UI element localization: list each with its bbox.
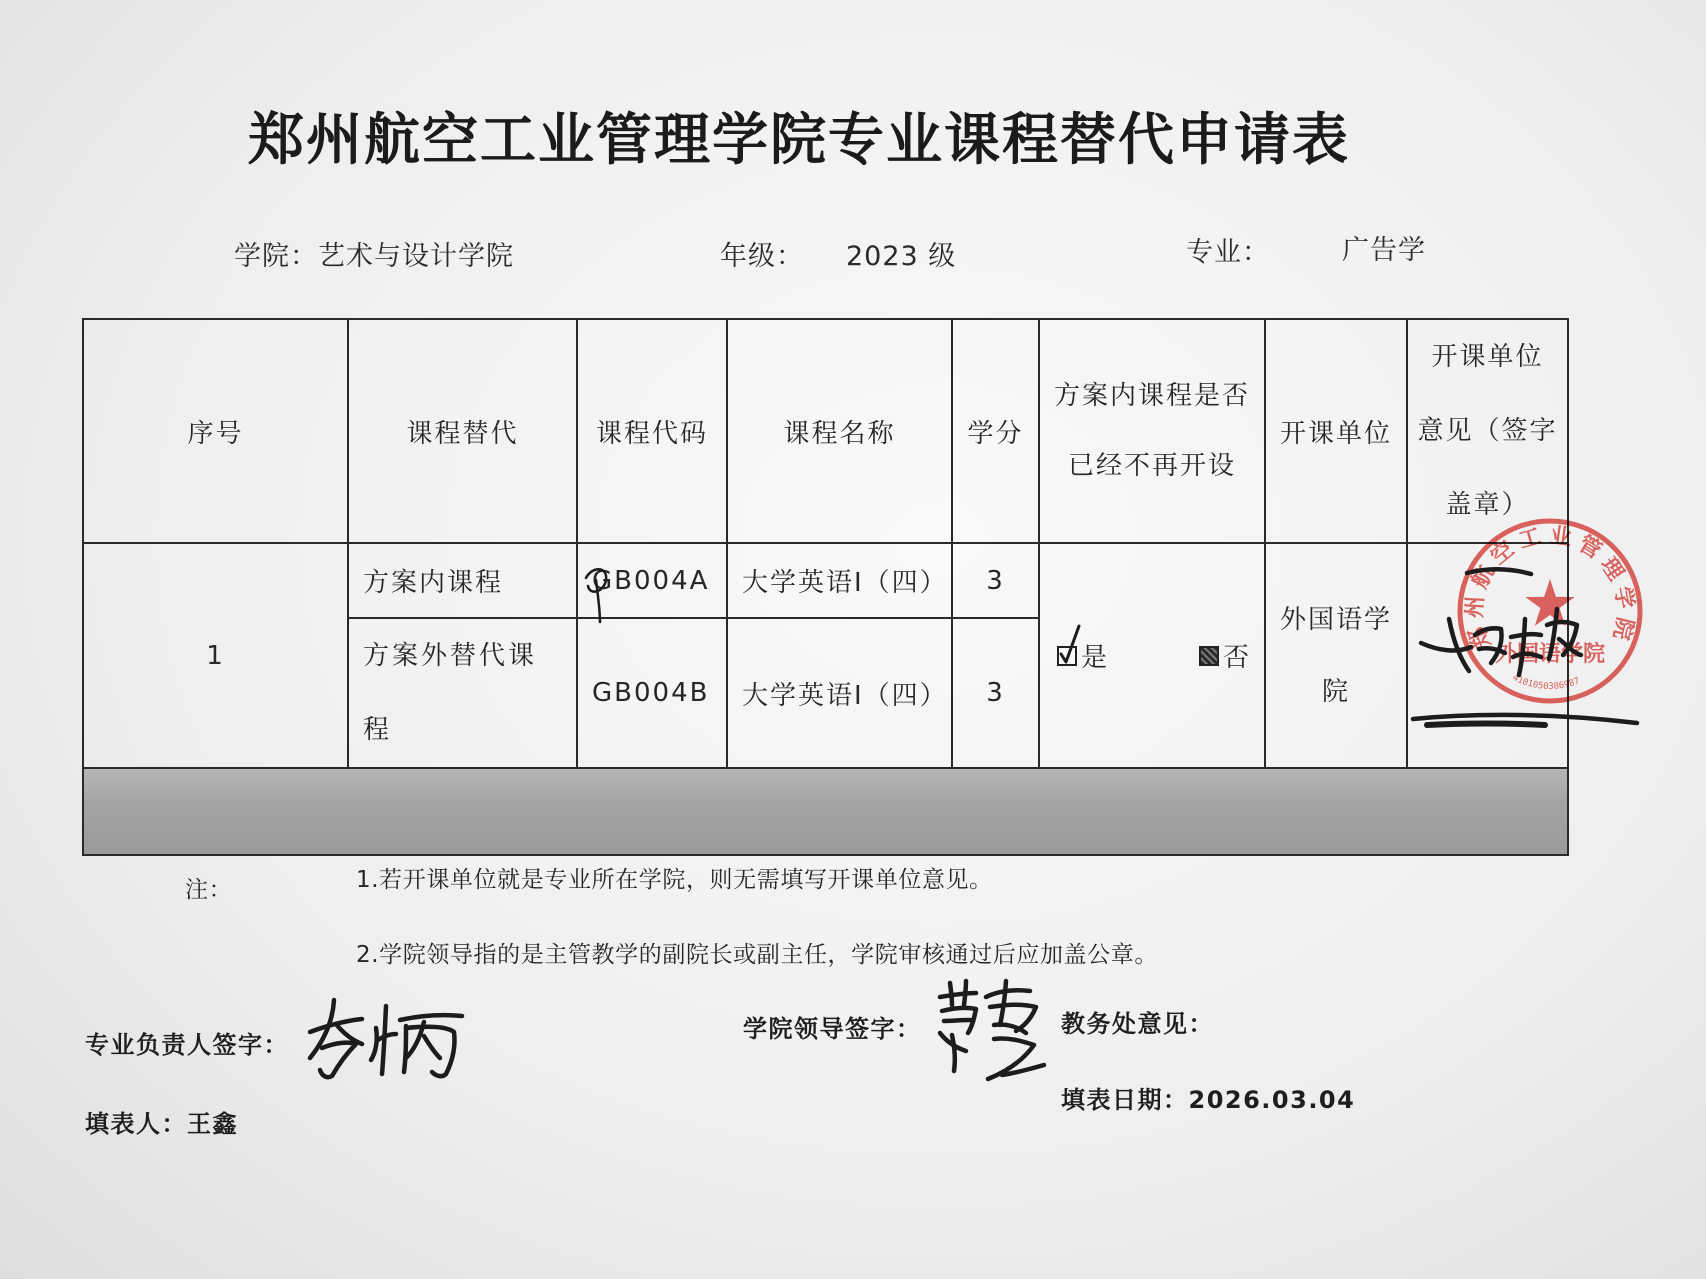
note-item-2: 2.学院领导指的是主管教学的副院长或副主任，学院审核通过后应加盖公章。 xyxy=(356,942,1158,968)
option-yes-label: 是 xyxy=(1081,643,1108,673)
notes-label: 注： xyxy=(185,877,233,903)
substitution-table xyxy=(82,318,1569,856)
row-2-type-label: 方案外替代课程 xyxy=(363,641,538,745)
header-opinion xyxy=(1407,319,1568,543)
major-head-signature-label: 专业负责人签字： xyxy=(85,1031,289,1059)
unit-value: 外国语学院 xyxy=(1279,604,1392,707)
seal-outer-text-path: 郑州航空工业管理学院 xyxy=(1462,523,1638,653)
row-2-code: GB004B xyxy=(577,618,727,768)
college-leader-signature xyxy=(932,975,1057,1085)
grade-label: 年级： xyxy=(720,241,804,272)
yes-checkbox xyxy=(1057,646,1077,666)
seq-cell: 1 xyxy=(83,543,348,768)
discontinued-cell xyxy=(1039,543,1265,768)
discontinued-options xyxy=(1040,637,1264,674)
header-substitution: 课程替代 xyxy=(348,319,577,543)
check-mark-icon xyxy=(1055,622,1085,666)
shaded-row xyxy=(83,768,1568,855)
option-no-label: 否 xyxy=(1222,643,1249,673)
header-course-name: 课程名称 xyxy=(727,319,952,543)
form-filler-label: 填表人： xyxy=(85,1110,187,1138)
handwritten-correction-mark xyxy=(578,556,618,628)
row-1-code: GB004A xyxy=(577,543,727,618)
form-filler xyxy=(85,1109,238,1139)
header-seq: 序号 xyxy=(83,319,348,543)
header-unit: 开课单位 xyxy=(1265,319,1407,543)
unit-opinion-signature xyxy=(1405,555,1645,735)
header-opinion-line: 意见（签字 xyxy=(1417,416,1558,446)
row-1-credits: 3 xyxy=(952,543,1039,618)
grade-value: 2023 级 xyxy=(846,241,957,272)
unit-cell xyxy=(1265,543,1407,768)
row-2-credits: 3 xyxy=(952,618,1039,768)
header-row xyxy=(83,319,1568,543)
no-checkbox xyxy=(1199,646,1219,666)
major-value: 广告学 xyxy=(1342,235,1426,266)
header-opinion-line: 开课单位 xyxy=(1431,342,1544,372)
form-title: 郑州航空工业管理学院专业课程替代申请表 xyxy=(248,108,1350,173)
header-opinion-label xyxy=(1408,320,1567,542)
college-value: 艺术与设计学院 xyxy=(318,241,514,272)
header-discontinued xyxy=(1039,319,1265,543)
header-credits: 学分 xyxy=(952,319,1039,543)
row-2-type xyxy=(348,618,577,768)
row-1-type: 方案内课程 xyxy=(348,543,577,618)
college-field xyxy=(234,240,514,274)
seal-code-path: 4101050386987 xyxy=(1510,672,1582,693)
major-head-signature xyxy=(300,988,470,1083)
option-yes xyxy=(1057,637,1107,674)
academic-affairs-opinion-label: 教务处意见： xyxy=(1061,1010,1214,1038)
header-discontinued-label: 方案内课程是否已经不再开设 xyxy=(1053,381,1250,481)
form-filler-value: 王鑫 xyxy=(187,1110,238,1138)
college-leader-signature-label: 学院领导签字： xyxy=(743,1015,922,1043)
fill-date xyxy=(1061,1085,1355,1115)
fill-date-label: 填表日期： xyxy=(1061,1086,1189,1114)
fill-date-value: 2026.03.04 xyxy=(1188,1086,1356,1114)
major-label: 专业： xyxy=(1186,237,1270,268)
seal-inner-text: 外国语学院 xyxy=(1494,642,1606,667)
shaded-band xyxy=(83,768,1568,855)
table-row xyxy=(83,543,1568,618)
option-no xyxy=(1199,637,1249,674)
note-item-1: 1.若开课单位就是专业所在学院，则无需填写开课单位意见。 xyxy=(356,867,993,893)
header-course-code: 课程代码 xyxy=(577,319,727,543)
row-2-name: 大学英语Ⅰ（四） xyxy=(727,618,952,768)
row-1-name: 大学英语Ⅰ（四） xyxy=(727,543,952,618)
header-opinion-line: 盖章） xyxy=(1445,490,1530,520)
college-label: 学院： xyxy=(234,241,318,272)
